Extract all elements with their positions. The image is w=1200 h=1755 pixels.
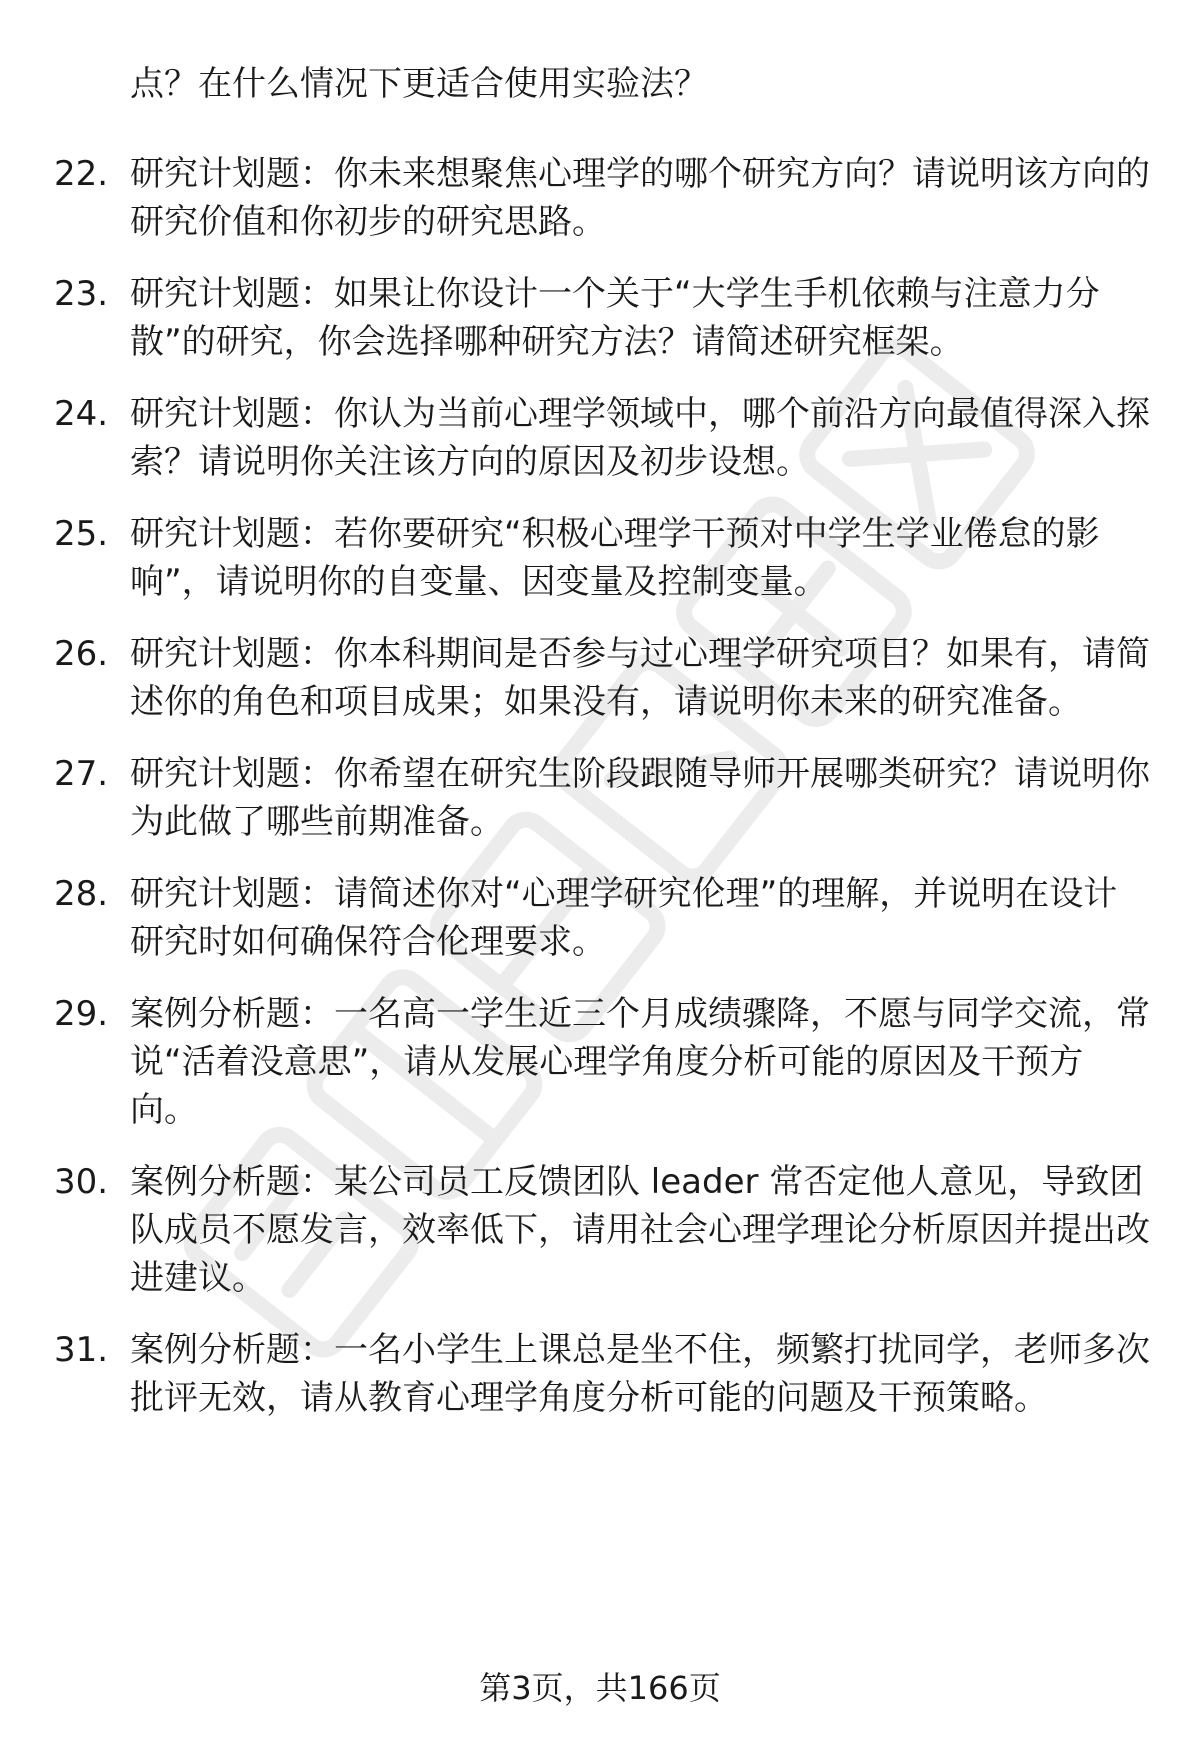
question-item [0, 870, 1200, 966]
question-item [0, 630, 1200, 726]
question-text: 案例分析题：一名小学生上课总是坐不住，频繁打扰同学，老师多次批评无效，请从教育心理学角度分析可能的问题及干预策略。 [130, 1330, 1150, 1418]
question-item [0, 990, 1200, 1134]
question-text: 研究计划题：你未来想聚焦心理学的哪个研究方向？请说明该方向的研究价值和你初步的研究思路。 [130, 154, 1150, 242]
question-number: 29. [54, 994, 109, 1034]
question-number: 26. [54, 634, 109, 674]
question-list [0, 150, 1200, 1446]
question-item [0, 510, 1200, 606]
question-text: 案例分析题：某公司员工反馈团队 leader 常否定他人意见，导致团队成员不愿发言，效率低下，请用社会心理学理论分析原因并提出改进建议。 [130, 1162, 1150, 1298]
question-number: 27. [54, 754, 109, 794]
question-item [0, 750, 1200, 846]
question-item [0, 390, 1200, 486]
question-item [0, 150, 1200, 246]
question-text: 研究计划题：你希望在研究生阶段跟随导师开展哪类研究？请说明你为此做了哪些前期准备。 [130, 754, 1150, 842]
question-number: 28. [54, 874, 109, 914]
question-text: 研究计划题：若你要研究“积极心理学干预对中学生学业倦怠的影响”，请说明你的自变量、因变量及控制变量。 [130, 514, 1100, 602]
question-text: 研究计划题：你本科期间是否参与过心理学研究项目？如果有，请简述你的角色和项目成果；如果没有，请说明你未来的研究准备。 [130, 634, 1150, 722]
question-item [0, 1158, 1200, 1302]
question-item [0, 270, 1200, 366]
question-text: 案例分析题：一名高一学生近三个月成绩骤降，不愿与同学交流，常说“活着没意思”，请从发展心理学角度分析可能的原因及干预方向。 [130, 994, 1150, 1130]
question-text: 研究计划题：请简述你对“心理学研究伦理”的理解，并说明在设计研究时如何确保符合伦理要求。 [130, 874, 1118, 962]
question-number: 23. [54, 274, 109, 314]
question-text: 研究计划题：如果让你设计一个关于“大学生手机依赖与注意力分散”的研究，你会选择哪种研究方法？请简述研究框架。 [130, 274, 1100, 362]
question-number: 22. [54, 154, 109, 194]
question-item [0, 1326, 1200, 1422]
question-number: 30. [54, 1162, 109, 1202]
question-text: 研究计划题：你认为当前心理学领域中，哪个前沿方向最值得深入探索？请说明你关注该方向的原因及初步设想。 [130, 394, 1150, 482]
question-number: 25. [54, 514, 109, 554]
continuation-text: 点？在什么情况下更适合使用实验法？ [130, 64, 708, 104]
question-number: 31. [54, 1330, 109, 1370]
question-number: 24. [54, 394, 109, 434]
page-indicator: 第3页，共166页 [479, 1669, 721, 1707]
